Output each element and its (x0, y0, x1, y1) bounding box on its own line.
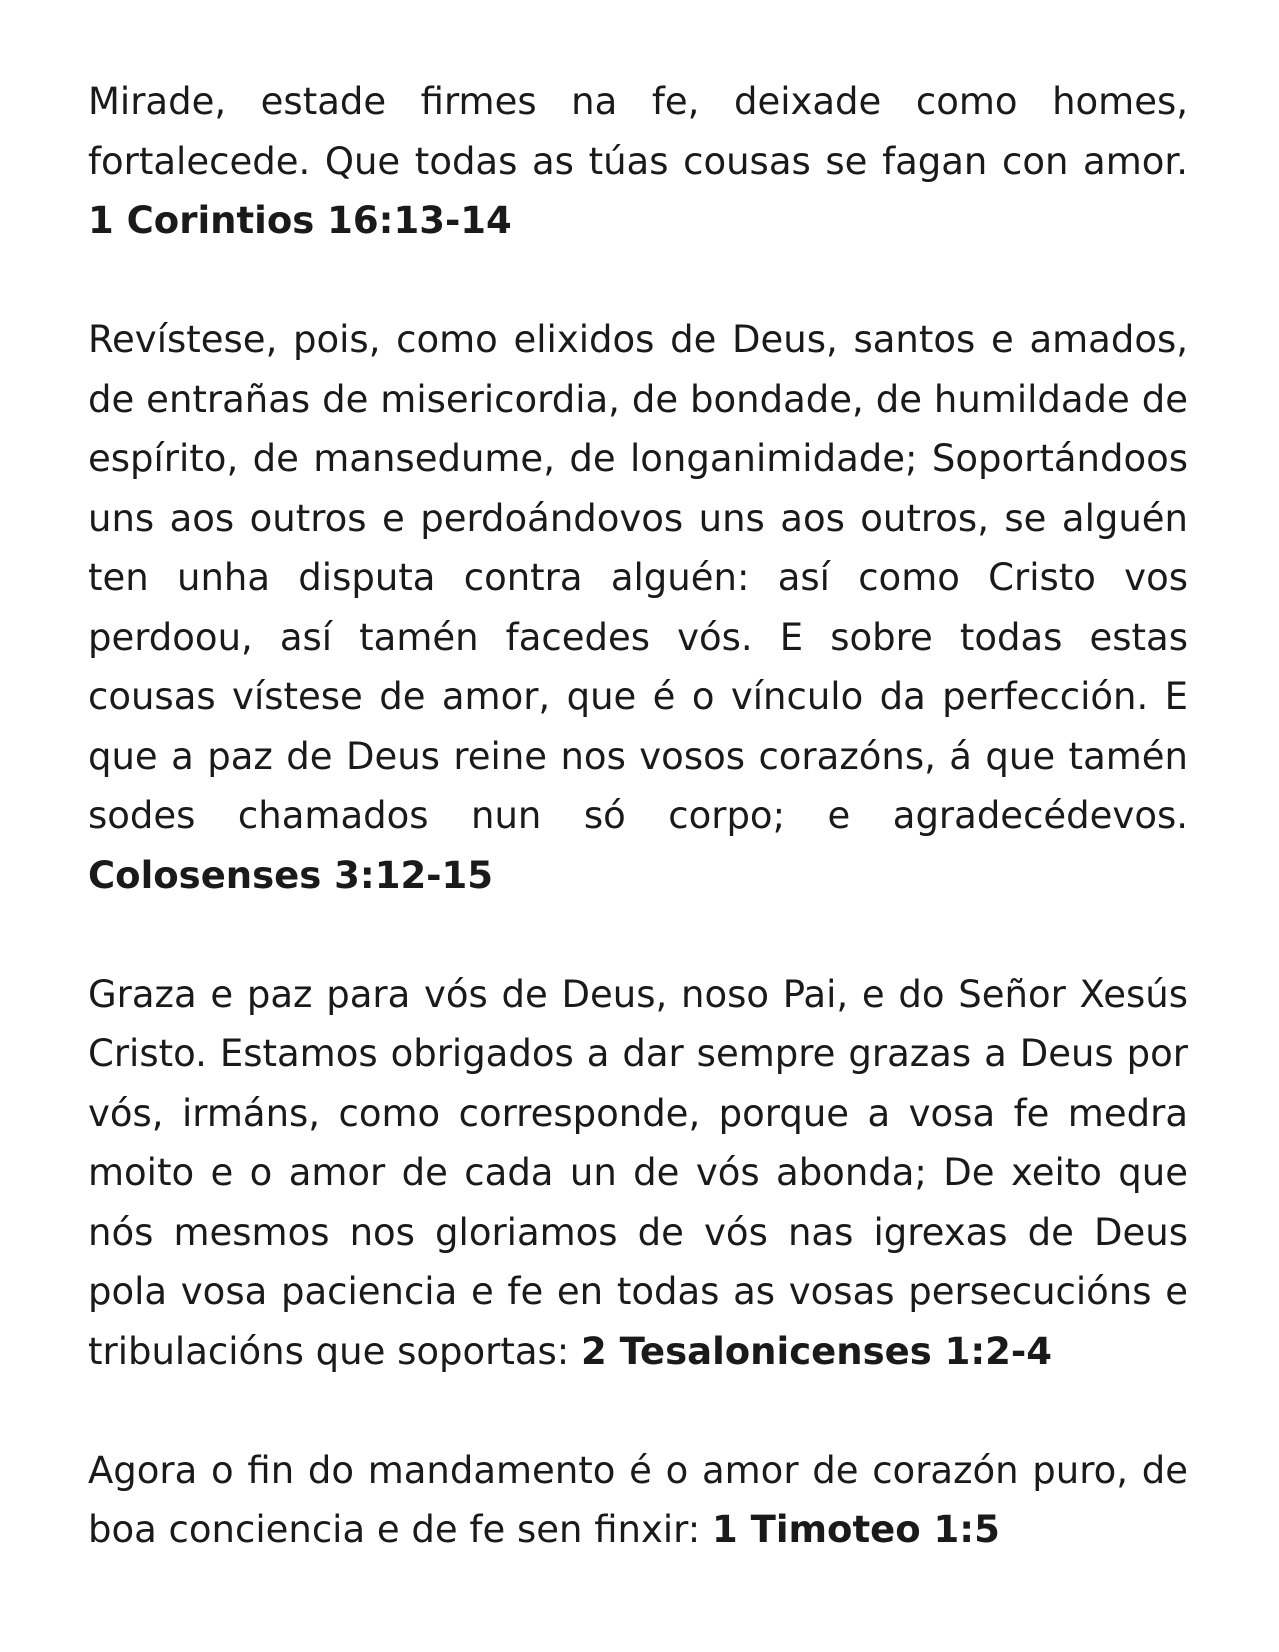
passage-reference: 1 Timoteo 1:5 (711, 1508, 1000, 1551)
passage-text: Mirade, estade firmes na fe, deixade como homes, fortalecede. Que todas as túas cousas se fagan con amor. (88, 80, 1188, 183)
passage-reference: Colosenses 3:12-15 (88, 853, 494, 897)
passage-1-corintios (88, 72, 1188, 251)
passage-colosenses (88, 310, 1188, 905)
passage-2-tesalonicenses (88, 965, 1188, 1382)
passage-text: Revístese, pois, como elixidos de Deus, santos e amados, de entrañas de misericordia, de bondade, de humildade de espírito, de mansedume, de longanimidade; Soportándoos uns aos outros e perdoándovos uns aos outros, se alguén ten unha disputa contra alguén: así como Cristo vos perdoou, así tamén facedes vós. E sobre todas estas cousas vístese de amor, que é o vínculo da perfección. E que a paz de Deus reine nos vosos corazóns, á que tamén sodes chamados nun só corpo; e agradecédevos. (88, 318, 1188, 837)
document-page (88, 72, 1188, 1560)
passage-1-timoteo (88, 1441, 1188, 1560)
passage-reference: 2 Tesalonicenses 1:2-4 (581, 1329, 1052, 1373)
passage-text: Graza e paz para vós de Deus, noso Pai, e do Señor Xesús Cristo. Estamos obrigados a dar sempre grazas a Deus por vós, irmáns, como corresponde, porque a vosa fe medra moito e o amor de cada un de vós abonda; De xeito que nós mesmos nos gloriamos de vós nas igrexas de Deus pola vosa paciencia e fe en todas as vosas persecucións e tribulacións que soportas: (88, 972, 1188, 1373)
passage-text: Agora o fin do mandamento é o amor de corazón puro, de boa conciencia e de fe sen finxir: (88, 1448, 1188, 1551)
passage-reference: 1 Corintios 16:13-14 (88, 199, 512, 242)
